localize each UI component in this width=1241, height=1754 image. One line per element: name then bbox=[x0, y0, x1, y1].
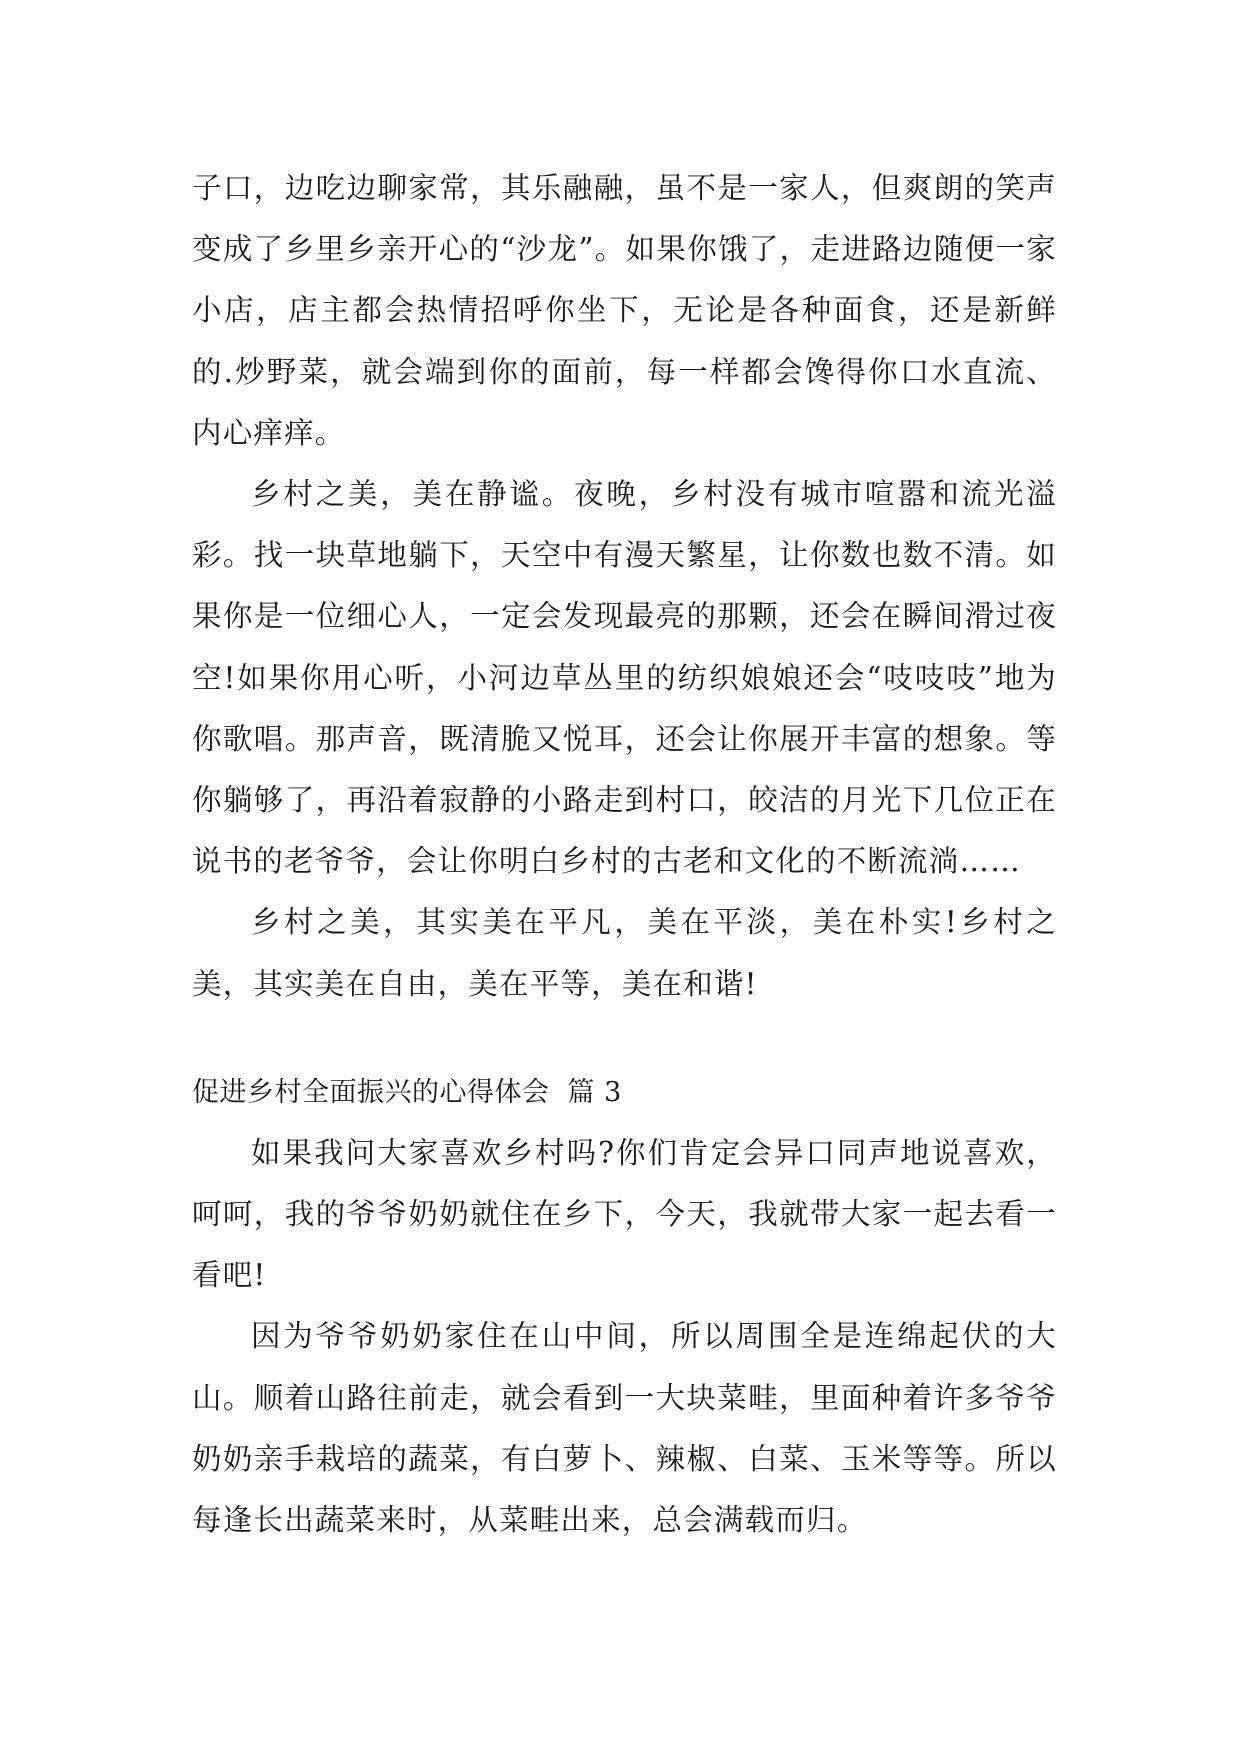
section-heading-number: 篇 3 bbox=[567, 1076, 622, 1108]
section-heading-title: 促进乡村全面振兴的心得体会 bbox=[192, 1076, 550, 1108]
document-body bbox=[192, 158, 1057, 1551]
paragraph-quiet-night: 乡村之美，美在静谧。夜晚，乡村没有城市喧嚣和流光溢彩。找一块草地躺下，天空中有漫天繁星，让你数也数不清。如果你是一位细心人，一定会发现最亮的那颗，还会在瞬间滑过夜空!如果你用心听，小河边草丛里的纺织娘娘还会“吱吱吱”地为你歌唱。那声音，既清脆又悦耳，还会让你展开丰富的想象。等你躺够了，再沿着寂静的小路走到村口，皎洁的月光下几位正在说书的老爷爷，会让你明白乡村的古老和文化的不断流淌…… bbox=[192, 477, 1057, 879]
paragraph-summary: 乡村之美，其实美在平凡，美在平淡，美在朴实!乡村之美，其实美在自由，美在平等，美在和谐! bbox=[192, 905, 1057, 1001]
paragraph-intro: 如果我问大家喜欢乡村吗?你们肯定会异口同声地说喜欢，呵呵，我的爷爷奶奶就住在乡下，今天，我就带大家一起去看一看吧! bbox=[192, 1135, 1057, 1293]
section-heading bbox=[192, 1062, 1057, 1123]
paragraph-vegetable-field: 因为爷爷奶奶家住在山中间，所以周围全是连绵起伏的大山。顺着山路往前走，就会看到一大块菜畦，里面种着许多爷爷奶奶亲手栽培的蔬菜，有白萝卜、辣椒、白菜、玉米等等。所以每逢长出蔬菜来时，从菜畦出来，总会满载而归。 bbox=[192, 1319, 1057, 1538]
paragraph-continued: 子口，边吃边聊家常，其乐融融，虽不是一家人，但爽朗的笑声变成了乡里乡亲开心的“沙龙”。如果你饿了，走进路边随便一家小店，店主都会热情招呼你坐下，无论是各种面食，还是新鲜的.炒野菜，就会端到你的面前，每一样都会馋得你口水直流、内心痒痒。 bbox=[192, 171, 1057, 450]
